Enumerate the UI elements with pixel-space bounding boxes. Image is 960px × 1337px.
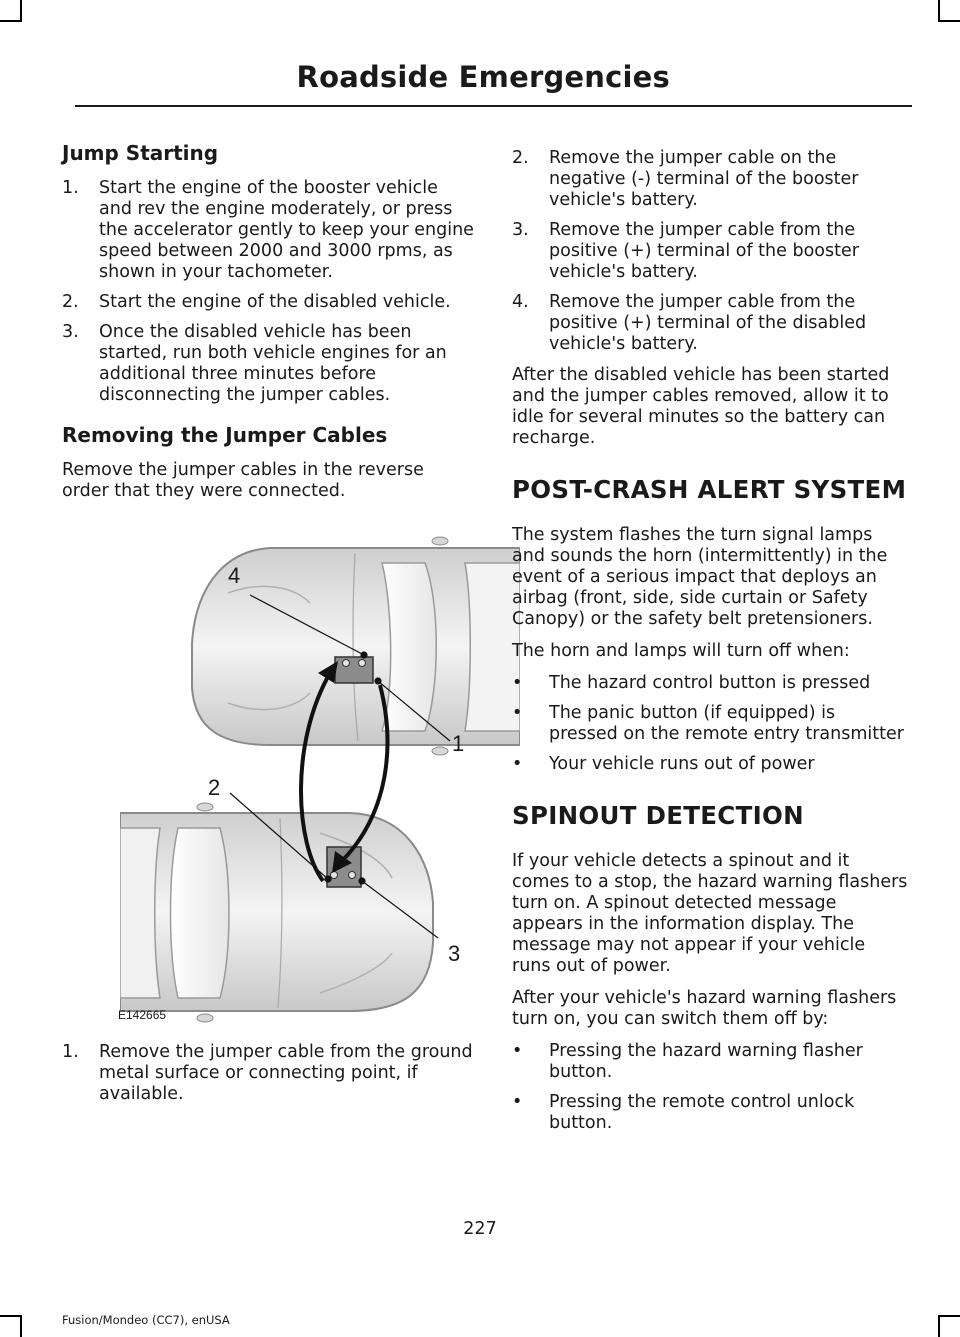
- spinout-text: If your vehicle detects a spinout and it comes to a stop, the hazard warning flashers turn on. A spinout detected message appears in the information display. The message may not appear if your vehicle runs out of power.: [512, 851, 908, 976]
- bullet: •: [512, 754, 523, 774]
- jump-steps-list: [62, 178, 476, 406]
- callout-4: 4: [228, 563, 241, 588]
- removing-cables-intro: Remove the jumper cables in the reverse order that they were connected.: [62, 460, 424, 501]
- list-number: 1.: [62, 1042, 79, 1062]
- spinout-detection-heading: SPINOUT DETECTION: [512, 801, 804, 830]
- bullet: •: [512, 1041, 523, 1061]
- footer-model-info: Fusion/Mondeo (CC7), enUSA: [62, 1313, 230, 1327]
- spinout-bullets: [512, 1041, 908, 1134]
- left-column: [62, 140, 476, 1115]
- post-crash-alert-heading: POST-CRASH ALERT SYSTEM: [512, 475, 907, 504]
- jumper-cable-illustration: [118, 513, 523, 1028]
- list-item: [512, 1041, 908, 1083]
- callout-1: 1: [452, 731, 465, 756]
- bullet: •: [512, 703, 523, 723]
- list-number: 4.: [512, 292, 529, 312]
- list-text: Remove the jumper cable from the positive (+) terminal of the booster vehicle's battery.: [549, 220, 859, 282]
- crop-mark-bottom-right-h: [938, 1315, 960, 1317]
- list-text: The hazard control button is pressed: [549, 673, 871, 693]
- header-rule: [75, 105, 912, 107]
- crop-mark-bottom-right-v: [938, 1315, 940, 1337]
- figure-id: E142665: [118, 1008, 167, 1022]
- list-number: 1.: [62, 178, 79, 198]
- post-crash-alert-text: The system flashes the turn signal lamps and sounds the horn (intermittently) in the event of a serious impact that deploys an airbag (front, side, side curtain or Safety Canopy) or the safety belt pretensioners.: [512, 525, 888, 629]
- list-item: [512, 148, 908, 211]
- list-number: 3.: [62, 322, 79, 342]
- list-number: 2.: [62, 292, 79, 312]
- page-number: 227: [463, 1219, 497, 1239]
- list-item: [512, 220, 908, 283]
- list-number: 3.: [512, 220, 529, 240]
- crop-mark-bottom-left-h: [0, 1315, 22, 1317]
- crop-mark-bottom-left-v: [20, 1315, 22, 1337]
- after-removal-text: After the disabled vehicle has been started and the jumper cables removed, allow it to idle for several minutes so the battery can recharge.: [512, 365, 890, 448]
- post-crash-bullets: [512, 673, 908, 775]
- disabled-vehicle: [192, 537, 523, 755]
- list-text: Pressing the remote control unlock button.: [549, 1092, 855, 1133]
- remove-steps-list-left: [62, 1042, 476, 1105]
- list-text: Pressing the hazard warning flasher button.: [549, 1041, 863, 1082]
- bullet: •: [512, 673, 523, 693]
- list-text: Remove the jumper cable from the ground metal surface or connecting point, if available.: [99, 1042, 473, 1104]
- crop-mark-top-right-h: [938, 20, 960, 22]
- list-text: Once the disabled vehicle has been started, run both vehicle engines for an additional three minutes before disconnecting the jumper cables.: [99, 322, 447, 405]
- list-item: [512, 673, 908, 694]
- callout-3: 3: [448, 941, 461, 966]
- crop-mark-top-left-h: [0, 20, 22, 22]
- right-column: [512, 148, 908, 1144]
- list-number: 2.: [512, 148, 529, 168]
- list-item: [62, 1042, 476, 1105]
- removing-cables-heading: Removing the Jumper Cables: [62, 423, 388, 447]
- callout-2: 2: [208, 775, 221, 800]
- list-text: The panic button (if equipped) is pressed on the remote entry transmitter: [549, 703, 904, 744]
- page-section-title: Roadside Emergencies: [296, 60, 670, 94]
- bullet: •: [512, 1092, 523, 1112]
- list-text: Start the engine of the disabled vehicle.: [99, 292, 451, 312]
- list-item: [512, 754, 908, 775]
- list-text: Your vehicle runs out of power: [549, 754, 815, 774]
- list-text: Remove the jumper cable on the negative (-) terminal of the booster vehicle's battery.: [549, 148, 859, 210]
- list-text: Start the engine of the booster vehicle and rev the engine moderately, or press the accelerator gently to keep your engine speed between 2000 and 3000 rpms, as shown in your tachometer.: [99, 178, 474, 282]
- crop-mark-top-right-v: [938, 0, 940, 22]
- post-crash-off-intro: The horn and lamps will turn off when:: [512, 641, 850, 661]
- booster-vehicle: [120, 803, 433, 1022]
- list-item: [62, 322, 476, 406]
- list-item: [512, 292, 908, 355]
- remove-steps-list-right: [512, 148, 908, 355]
- list-item: [512, 1092, 908, 1134]
- jump-starting-heading: Jump Starting: [62, 141, 219, 165]
- crop-mark-top-left-v: [20, 0, 22, 22]
- list-item: [62, 292, 476, 313]
- list-text: Remove the jumper cable from the positive (+) terminal of the disabled vehicle's battery.: [549, 292, 867, 354]
- list-item: [62, 178, 476, 283]
- list-item: [512, 703, 908, 745]
- spinout-after-text: After your vehicle's hazard warning flashers turn on, you can switch them off by:: [512, 988, 897, 1029]
